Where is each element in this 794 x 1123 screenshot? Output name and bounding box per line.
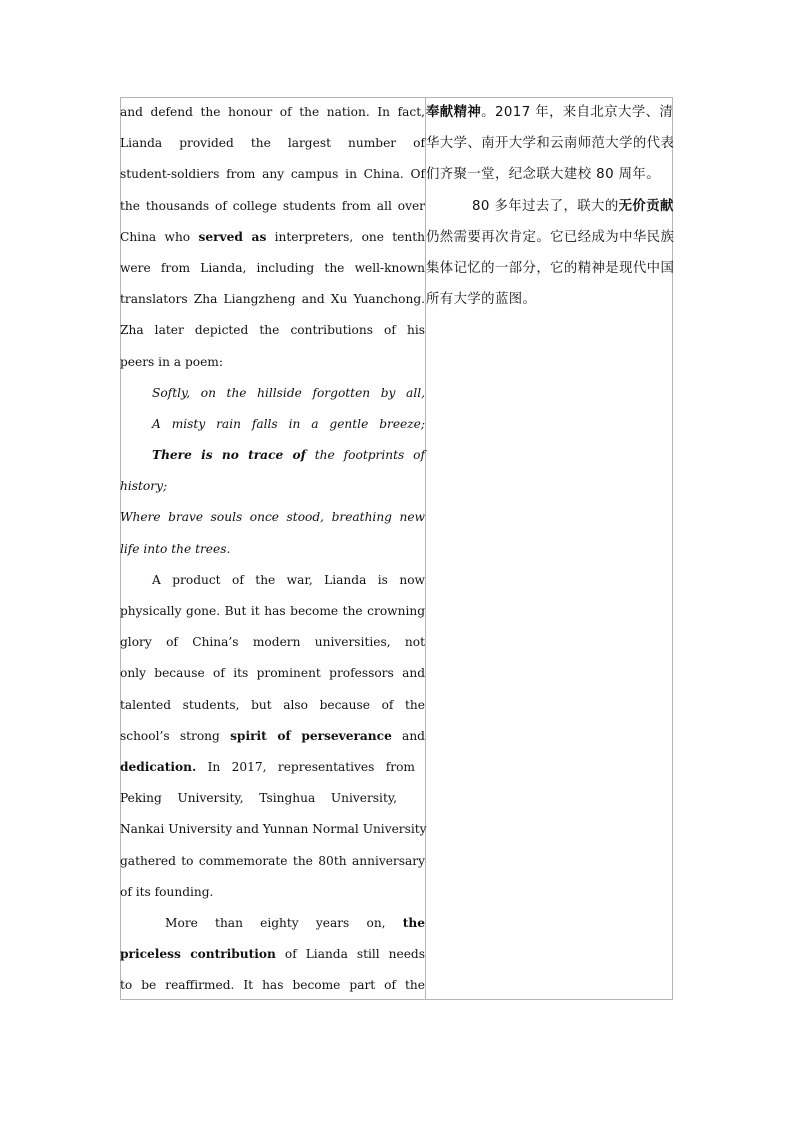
text-line (120, 128, 425, 159)
text-run: school’s strong (120, 728, 231, 743)
text-run: 。2017 年，来自北京大学、清 (481, 105, 674, 120)
text-run: A misty rain falls in a gentle breeze; (152, 416, 425, 431)
key-phrase: 无价贡献 (618, 198, 674, 214)
text-line (120, 565, 425, 596)
key-phrase: priceless contribution (120, 947, 276, 962)
text-run: translators Zha Liangzheng and Xu Yuanchong. (120, 292, 425, 307)
text-line (120, 627, 425, 658)
text-run: history; (120, 479, 168, 494)
text-line (120, 783, 425, 814)
text-line (120, 658, 425, 689)
text-line (120, 939, 425, 970)
poem-line (120, 409, 425, 440)
key-phrase: served as (198, 229, 267, 244)
text-line (120, 877, 425, 908)
text-line (426, 191, 673, 222)
text-line (120, 284, 425, 315)
text-run: life into the trees. (120, 541, 231, 556)
text-line (426, 253, 673, 284)
text-run: Nankai University and Yunnan Normal University (120, 822, 427, 837)
chinese-column (426, 97, 673, 315)
text-run: gathered to commemorate the 80th anniversary (120, 853, 425, 868)
text-line (120, 315, 425, 346)
poem-line (120, 502, 425, 533)
text-run: Zha later depicted the contributions of his (120, 323, 425, 338)
poem-line (120, 378, 425, 409)
text-run: to be reaffirmed. It has become part of the (120, 978, 425, 993)
key-phrase: spirit of perseverance (230, 728, 392, 743)
text-run: and (391, 728, 425, 743)
text-run: More than eighty years on, (165, 915, 403, 930)
text-line (426, 159, 673, 190)
text-run: physically gone. But it has become the crowning (120, 604, 425, 618)
key-phrase: 奉献精神 (426, 105, 482, 120)
text-run: Softly, on the hillside forgotten by all, (152, 385, 425, 400)
text-line (120, 721, 425, 752)
text-line (426, 284, 673, 315)
text-line (120, 253, 425, 284)
key-phrase: There is no trace of (152, 448, 306, 463)
text-run: A product of the war, Lianda is now (152, 572, 425, 587)
text-run: peers in a poem: (120, 354, 223, 369)
text-line (120, 846, 425, 877)
text-line (120, 191, 425, 222)
text-line (120, 814, 425, 845)
text-line (120, 752, 425, 783)
text-run: of Lianda still needs (275, 947, 425, 962)
text-run: of its founding. (120, 884, 214, 899)
text-line (120, 97, 425, 128)
key-phrase: dedication. (120, 759, 197, 774)
text-run: Peking University, Tsinghua University, (120, 791, 397, 806)
text-run: student-soldiers from any campus in China. Of (120, 167, 425, 182)
text-line (120, 347, 425, 378)
text-run: 集体记忆的一部分，它的精神是现代中国 (426, 260, 675, 276)
poem-line (120, 440, 425, 471)
text-line (120, 222, 425, 253)
text-line (426, 97, 673, 128)
text-run: were from Lianda, including the well-known (120, 260, 425, 275)
text-line (120, 690, 425, 721)
text-line (120, 908, 425, 939)
poem-line (120, 471, 425, 502)
text-run: 80 多年过去了，联大的 (472, 198, 619, 214)
text-line (426, 128, 673, 159)
text-run: In 2017, representatives from (196, 759, 415, 774)
text-run: China who (120, 229, 199, 244)
text-run: the thousands of college students from all over (120, 198, 425, 213)
text-run: the footprints of (305, 448, 425, 463)
text-line (120, 596, 425, 627)
text-run: only because of its prominent professors and (120, 666, 425, 681)
english-column (120, 97, 425, 1001)
text-run: 所有大学的蓝图。 (426, 292, 537, 308)
poem-line (120, 534, 425, 565)
text-line (120, 159, 425, 190)
key-phrase: the (402, 915, 425, 930)
text-run: Where brave souls once stood, breathing new (120, 510, 425, 525)
text-run: 仍然需要再次肯定。它已经成为中华民族 (426, 229, 675, 245)
text-run: glory of China’s modern universities, not (120, 635, 425, 650)
text-line (120, 970, 425, 1001)
text-line (426, 222, 673, 253)
text-run: and defend the honour of the nation. In fact, (120, 105, 425, 119)
text-run: talented students, but also because of the (120, 697, 425, 712)
text-run: 们齐聚一堂，纪念联大建校 80 周年。 (426, 167, 661, 183)
text-run: interpreters, one tenth (266, 229, 425, 244)
text-run: Lianda provided the largest number of (120, 136, 425, 151)
text-run: 华大学、南开大学和云南师范大学的代表 (426, 136, 675, 152)
